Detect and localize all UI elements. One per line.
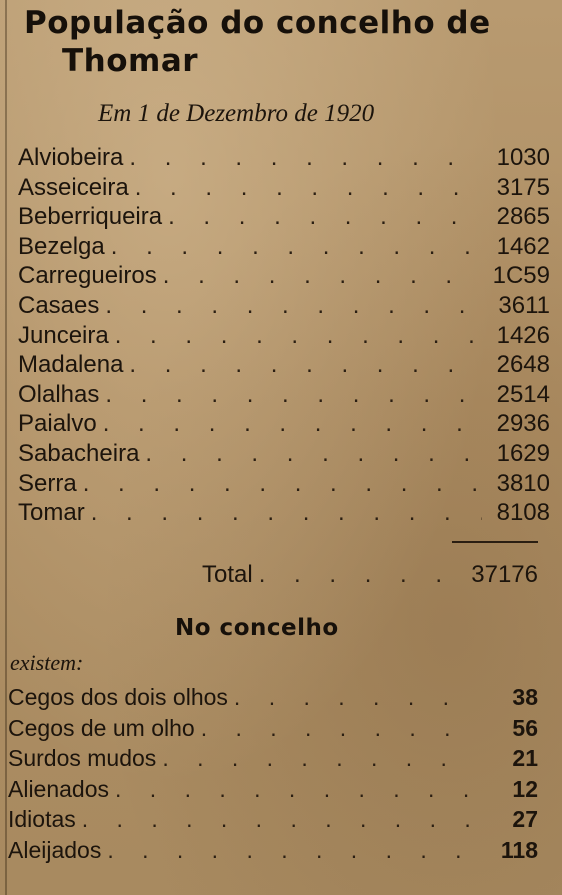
leader-dots	[105, 292, 482, 320]
list-item	[18, 174, 550, 204]
leader-dots	[129, 144, 482, 172]
leader-dots	[111, 233, 482, 261]
list-item	[18, 322, 550, 352]
condition-count: 12	[512, 775, 538, 802]
leader-dots	[105, 381, 482, 409]
leader-dots	[145, 440, 482, 468]
parish-name: Casaes	[18, 291, 100, 319]
leader-dots	[201, 715, 476, 742]
sum-rule	[452, 541, 538, 543]
parish-name: Bezelga	[18, 232, 105, 260]
leader-dots	[162, 745, 476, 772]
parish-population: 1030	[496, 144, 550, 171]
parish-population: 1C59	[492, 262, 550, 290]
list-item	[8, 684, 538, 715]
parish-name: Junceira	[18, 321, 109, 349]
column-divider	[5, 0, 7, 895]
parish-population: 3611	[498, 291, 550, 319]
list-item	[18, 203, 550, 233]
parish-population: 1629	[496, 439, 550, 467]
list-item	[8, 715, 538, 746]
leader-dots	[82, 806, 476, 833]
condition-name: Idiotas	[8, 806, 76, 833]
parish-name: Alviobeira	[18, 144, 124, 171]
list-item	[18, 233, 550, 263]
title-line-1: População do concelho de	[24, 5, 491, 41]
section-subheading: existem:	[10, 650, 84, 675]
parish-name: Tomar	[18, 499, 85, 527]
leader-dots	[107, 837, 476, 864]
list-item	[18, 292, 550, 322]
leader-dots	[91, 499, 482, 527]
parish-population: 2514	[496, 380, 550, 408]
list-item	[18, 440, 550, 470]
condition-count: 27	[512, 806, 538, 833]
list-item	[18, 470, 550, 500]
leader-dots	[168, 203, 482, 231]
leader-dots	[115, 322, 482, 350]
date-subtitle: Em 1 de Dezembro de 1920	[98, 100, 375, 127]
parish-name: Serra	[18, 469, 77, 497]
list-item	[18, 381, 550, 411]
leader-dots	[135, 174, 482, 202]
leader-dots	[115, 776, 476, 803]
condition-count: 56	[512, 714, 538, 741]
leader-dots	[129, 351, 482, 379]
leader-dots	[234, 684, 476, 711]
list-item	[18, 144, 550, 174]
condition-name: Cegos de um olho	[8, 714, 195, 741]
list-item	[8, 745, 538, 776]
list-item	[18, 410, 550, 440]
total-label: Total	[202, 561, 253, 588]
condition-name: Cegos dos dois olhos	[8, 684, 228, 710]
parish-name: Paialvo	[18, 410, 97, 438]
parish-population-list	[18, 144, 550, 529]
parish-population: 1426	[496, 321, 550, 349]
condition-count: 118	[500, 836, 538, 863]
leader-dots	[163, 262, 482, 290]
list-item	[18, 262, 550, 292]
conditions-list	[8, 684, 538, 868]
parish-name: Beberriqueira	[18, 203, 163, 231]
condition-name: Alienados	[8, 775, 110, 802]
condition-name: Aleijados	[8, 836, 102, 863]
list-item	[8, 806, 538, 837]
section-heading: No concelho	[175, 615, 339, 641]
total-value: 37176	[471, 561, 538, 588]
parish-population: 2648	[496, 351, 550, 379]
list-item	[18, 499, 550, 529]
parish-name: Carregueiros	[18, 262, 157, 290]
parish-name: Asseiceira	[18, 173, 129, 201]
total-row	[202, 561, 538, 591]
condition-count: 21	[512, 745, 538, 772]
title-line-2: Thomar	[62, 43, 199, 79]
list-item	[8, 837, 538, 868]
parish-population: 8108	[496, 499, 550, 527]
parish-name: Sabacheira	[18, 439, 140, 467]
leader-dots	[83, 470, 482, 498]
article-title	[24, 4, 491, 80]
leader-dots	[259, 561, 466, 589]
parish-population: 3810	[496, 469, 550, 497]
parish-population: 1462	[496, 232, 550, 260]
condition-name: Surdos mudos	[8, 745, 157, 772]
parish-population: 2936	[496, 410, 550, 438]
parish-population: 2865	[496, 203, 550, 231]
parish-population: 3175	[496, 173, 550, 201]
leader-dots	[103, 410, 482, 438]
parish-name: Olalhas	[18, 380, 100, 408]
condition-count: 38	[512, 684, 538, 710]
parish-name: Madalena	[18, 351, 124, 379]
list-item	[8, 776, 538, 807]
list-item	[18, 351, 550, 381]
